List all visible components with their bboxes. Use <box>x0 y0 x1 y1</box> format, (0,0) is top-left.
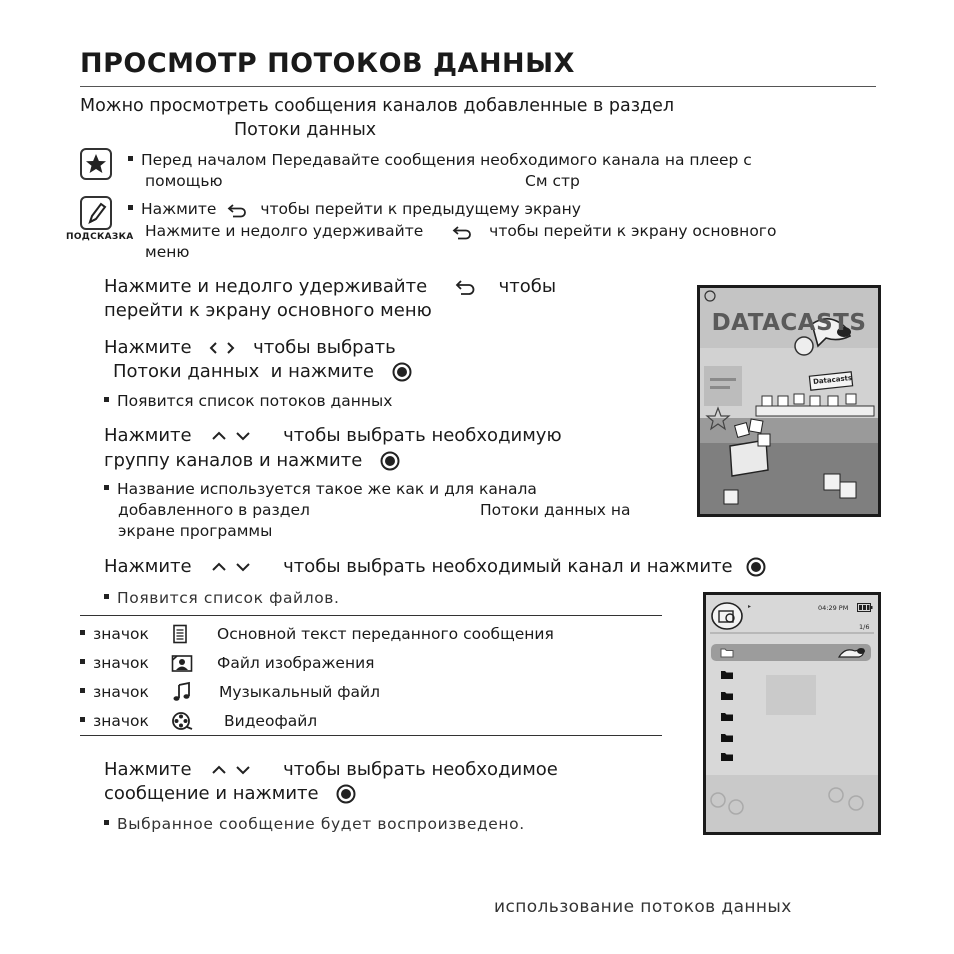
star-note-line-1: Перед началом Передавайте сообщения необходимого канала на плеер с <box>128 151 752 169</box>
table-row: значок <box>80 683 149 701</box>
bullet-icon <box>104 485 109 490</box>
folder-icon[interactable] <box>720 690 734 701</box>
select-button-icon <box>368 451 404 471</box>
text-document-icon <box>172 624 188 644</box>
back-arrow-icon <box>428 224 484 240</box>
step-3-result-line-2b: Потоки данных на <box>480 501 631 519</box>
bullet-icon <box>80 630 85 635</box>
select-button-icon <box>380 362 416 382</box>
datacasts-app-icon <box>710 601 744 631</box>
tip-line-1: Нажмите чтобы перейти к предыдущему экрану <box>128 200 581 218</box>
intro-line-1: Можно просмотреть сообщения каналов добавленные в раздел <box>80 96 675 116</box>
folder-icon[interactable] <box>720 711 734 722</box>
table-desc-text: Основной текст переданного сообщения <box>217 625 554 643</box>
table-row: значок <box>80 654 149 672</box>
table-desc-music: Музыкальный файл <box>219 683 381 701</box>
folder-icon[interactable] <box>720 669 734 680</box>
table-row: значок <box>80 625 149 643</box>
step-3-result-line-2a: добавленного в раздел <box>118 501 310 519</box>
up-down-arrows-icon <box>197 427 277 445</box>
battery-icon <box>857 603 873 612</box>
step-2-line-2: Потоки данных и нажмите <box>113 361 416 382</box>
bullet-icon <box>104 594 109 599</box>
table-desc-image: Файл изображения <box>217 654 375 672</box>
step-5-result: Выбранное сообщение будет воспроизведено. <box>104 815 525 833</box>
folder-icon[interactable] <box>720 751 734 762</box>
tip-line-3: меню <box>145 243 190 261</box>
datacasts-list-screen <box>703 592 881 835</box>
datacasts-logo: DATACASTS <box>711 310 867 336</box>
film-reel-icon <box>171 711 193 731</box>
step-5-line-1: Нажмите чтобы выбрать необходимое <box>104 759 558 780</box>
table-desc-video: Видеофайл <box>224 712 318 730</box>
star-note-page-ref: См стр <box>525 172 580 190</box>
dog-mascot-icon <box>835 645 867 661</box>
step-2-result: Появится список потоков данных <box>104 392 392 410</box>
step-3-line-2: группу каналов и нажмите <box>104 450 404 471</box>
table-row: значок <box>80 712 149 730</box>
folder-icon[interactable] <box>720 732 734 743</box>
bullet-icon <box>80 717 85 722</box>
datacasts-main-screen <box>697 285 881 517</box>
step-3-line-1: Нажмите чтобы выбрать необходимую <box>104 425 562 446</box>
folder-icon <box>720 647 734 658</box>
page-title: ПРОСМОТР ПОТОКОВ ДАННЫХ <box>80 48 575 79</box>
star-note-icon <box>80 148 112 180</box>
page-counter: 1/6 <box>859 623 870 631</box>
datacasts-sign: Datacasts <box>812 373 853 387</box>
tip-line-2: Нажмите и недолго удерживайте чтобы перейти к экрану основного <box>145 222 777 240</box>
bullet-icon <box>104 820 109 825</box>
play-indicator-icon: ▸ <box>748 603 752 610</box>
step-4-line-1: Нажмите чтобы выбрать необходимый канал и нажмите <box>104 556 768 577</box>
step-3-result-line-3: экране программы <box>118 522 273 540</box>
page-footer: использование потоков данных <box>494 897 792 917</box>
intro-line-2: Потоки данных <box>234 120 377 140</box>
bullet-icon <box>80 659 85 664</box>
bullet-icon <box>80 688 85 693</box>
select-button-icon <box>738 557 768 577</box>
list-item-selected[interactable] <box>711 644 871 661</box>
bullet-icon <box>128 156 133 161</box>
left-right-arrows-icon <box>197 339 247 357</box>
status-time: 04:29 PM <box>818 604 849 612</box>
title-underline <box>80 86 876 87</box>
step-1-line-2: перейти к экрану основного меню <box>104 300 432 321</box>
back-arrow-icon <box>221 202 255 218</box>
pencil-note-icon <box>80 196 112 230</box>
bullet-icon <box>104 397 109 402</box>
bullet-icon <box>128 205 133 210</box>
table-top-rule <box>80 615 662 616</box>
up-down-arrows-icon <box>197 558 277 576</box>
tip-label: ПОДСКАЗКА <box>66 232 134 242</box>
star-note-line-2: помощью <box>145 172 223 190</box>
step-5-line-2: сообщение и нажмите <box>104 783 360 804</box>
select-button-icon <box>324 784 360 804</box>
image-file-icon <box>171 653 193 673</box>
step-3-result-line-1: Название используется такое же как и для канала <box>104 480 537 498</box>
step-4-result: Появится список файлов. <box>104 589 340 607</box>
back-arrow-icon <box>433 278 493 296</box>
music-note-icon <box>172 681 192 703</box>
step-1-line-1: Нажмите и недолго удерживайте чтобы <box>104 276 557 297</box>
step-2-line-1: Нажмите чтобы выбрать <box>104 337 396 358</box>
table-bottom-rule <box>80 735 662 736</box>
up-down-arrows-icon <box>197 761 277 779</box>
